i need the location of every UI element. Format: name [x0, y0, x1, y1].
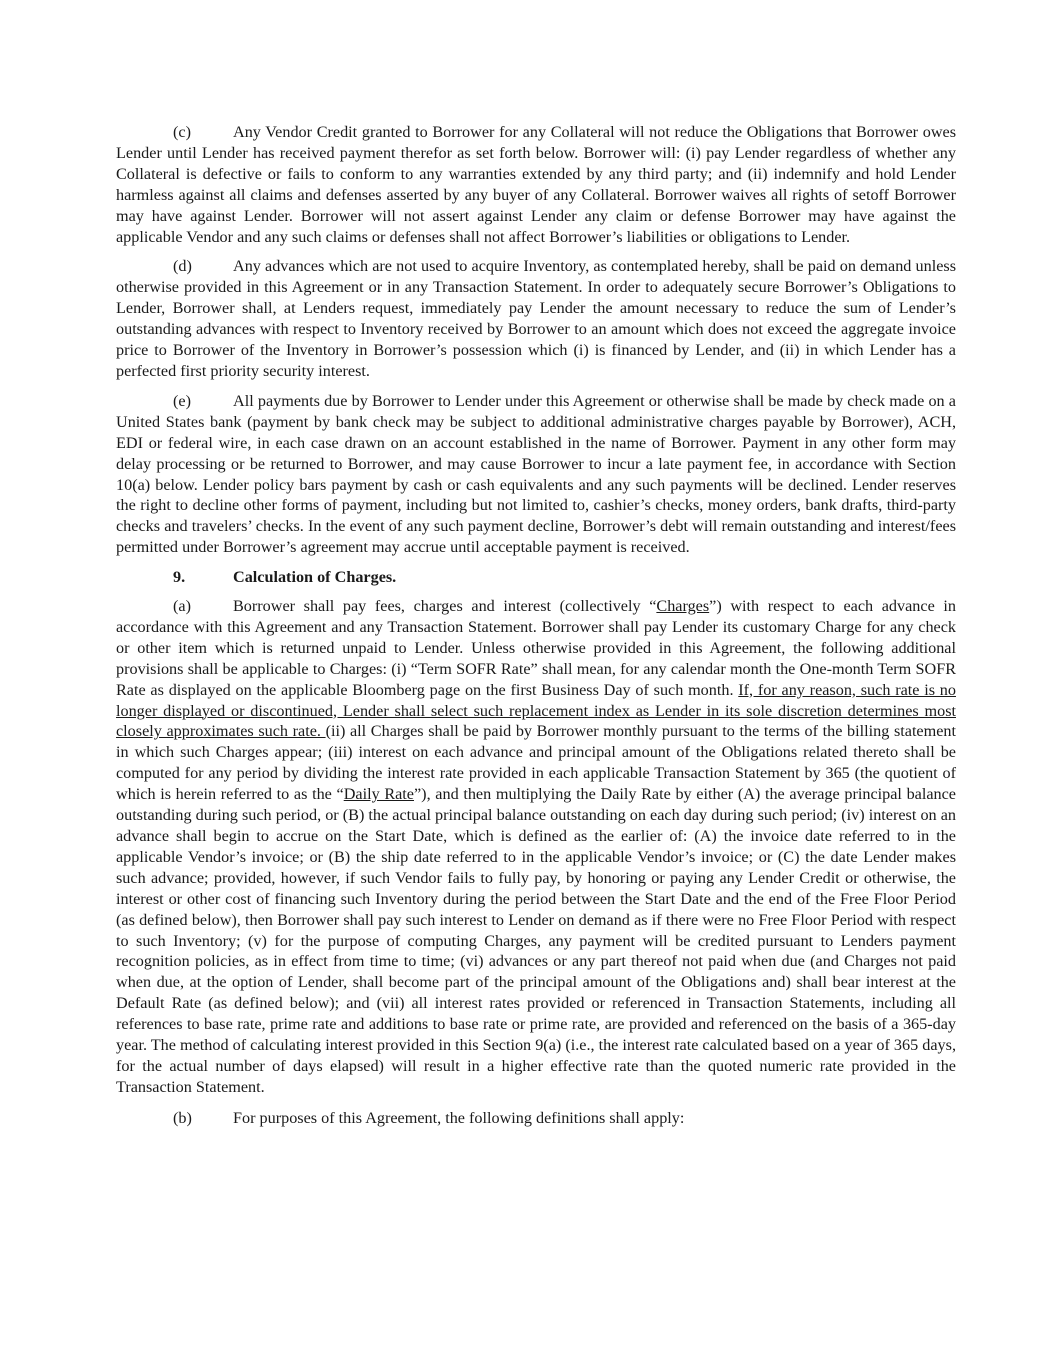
- paragraph-label: (b): [173, 1108, 192, 1127]
- paragraph-text: All payments due by Borrower to Lender under this Agreement or otherwise shall be made by check made on a United States bank (payment by bank check may be subject to additional administrative charges payable by Borrower), ACH, EDI or federal wire, in each case drawn on an account established in the name of Borrower. Payment in any other form may delay processing or be returned to Borrower, and may cause Borrower to incur a late payment fee, in accordance with Section 10(a) below. Lender policy bars payment by cash or cash equivalents and any such payments will be declined. Lender reserves the right to decline other forms of payment, including but not limited to, cashier’s checks, money orders, bank drafts, third-party checks and travelers’ checks. In the event of any such payment decline, Borrower’s debt will remain outstanding and interest/fees permitted under Borrower’s agreement may accrue until acceptable payment is received.: [116, 391, 956, 557]
- paragraph-text: Any advances which are not used to acquire Inventory, as contemplated hereby, shall be paid on demand unless otherwise provided in this Agreement or in any Transaction Statement. In order to adequately secure Borrower’s Obligations to Lender, Borrower shall, at Lenders request, immediately pay Lender the amount necessary to reduce the sum of Lender’s outstanding advances with respect to Inventory received by Borrower to an amount which does not exceed the aggregate invoice price to Borrower of the Inventory in Borrower’s possession which (i) is financed by Lender, and (ii) in which Lender has a perfected first priority security interest.: [116, 257, 956, 380]
- paragraph-e: [116, 391, 956, 558]
- paragraph-label: (e): [173, 391, 191, 410]
- underlined-replacement-index-clause: If, for any reason, such rate is no longer displayed or discontinued, Lender shall select such replacement index as Lender in its sole discretion determines most closely approximates such rate.: [116, 680, 956, 741]
- paragraph-text: For purposes of this Agreement, the following definitions shall apply:: [233, 1108, 685, 1127]
- paragraph-label: (d): [173, 257, 192, 276]
- paragraph-label: (c): [173, 123, 191, 141]
- paragraph-text: ”) with respect to each advance in accordance with this Agreement and any Transaction Statement. Borrower shall pay Lender its customary Charge for any check or other item which is returned unpaid to Lender. Unless otherwise provided in this Agreement, the following additional provisions shall be applicable to Charges: (i) “Term SOFR Rate” shall mean, for any calendar month the One-month Term SOFR Rate as displayed on the applicable Bloomberg page on the first Business Day of such month.: [116, 597, 956, 699]
- defined-term-daily-rate: Daily Rate: [343, 785, 414, 804]
- paragraph-d: [116, 256, 956, 381]
- section-title: Calculation of Charges.: [233, 568, 397, 587]
- paragraph-text: Any Vendor Credit granted to Borrower for any Collateral will not reduce the Obligations that Borrower owes Lender until Lender has received payment therefor as set forth below. Borrower will: (i) pay Lender regardless of whether any Collateral is defective or fails to conform to any warranties extended by any third party; and (ii) indemnify and hold Lender harmless against all claims and defenses asserted by any buyer of any Collateral. Borrower waives all rights of setoff Borrower may have against Lender. Borrower will not assert against Lender any claim or defense Borrower may have against the applicable Vendor and any such claims or defenses shall not affect Borrower’s liabilities or obligations to Lender.: [116, 123, 956, 246]
- section-number: 9.: [173, 568, 186, 587]
- paragraph-9a: [116, 596, 956, 1098]
- paragraph-label: (a): [173, 597, 191, 616]
- paragraph-text: ”), and then multiplying the Daily Rate by either (A) the average principal balance outstanding during such period, or (B) the actual principal balance outstanding on each day during such period; (iv) interest on an advance shall begin to accrue on the Start Date, which is defined as the earlier of: (A) the invoice date referred to in the applicable Vendor’s invoice; or (B) the ship date referred to in the applicable Vendor’s invoice; or (C) the date Lender makes such advance; provided, however, if such Vendor fails to fully pay, by honoring or paying any Lender Credit or otherwise, the interest or other cost of financing such Inventory during the period between the Start Date and the end of the Free Floor Period (as defined below), then Borrower shall pay such interest to Lender on demand as if there were no Free Floor Period with respect to such Inventory; (v) for the purpose of computing Charges, any payment will be credited pursuant to Lenders payment recognition policies, as in effect from time to time; (vi) advances or any part thereof not paid when due (and Charges not paid when due, at the option of Lender, shall become part of the principal amount of the Obligations and) shall bear interest at the Default Rate (as defined below); and (vii) all interest rates provided or referenced in Transaction Statements, including all references to base rate, prime rate and additions to base rate or prime rate, are provided and referenced on the basis of a 365-day year. The method of calculating interest provided in this Section 9(a) (i.e., the interest rate calculated based on a year of 365 days, for the actual number of days elapsed) will result in a higher effective rate than the quoted numeric rate provided in the Transaction Statement.: [116, 785, 956, 1096]
- defined-term-charges: Charges: [656, 597, 710, 616]
- paragraph-9b: [116, 1108, 956, 1129]
- paragraph-text: Borrower shall pay fees, charges and interest (collectively “: [233, 597, 657, 616]
- section-heading-9: [116, 567, 956, 588]
- document-page: [116, 122, 956, 1129]
- paragraph-text: (ii) all Charges shall be paid by Borrower monthly pursuant to the terms of the billing statement in which such Charges appear; (iii) interest on each advance and principal amount of the Obligations related thereto shall be computed for any period by dividing the interest rate provided in each applicable Transaction Statement by 365 (the quotient of which is herein referred to as the “: [116, 722, 956, 804]
- paragraph-c: [116, 122, 956, 247]
